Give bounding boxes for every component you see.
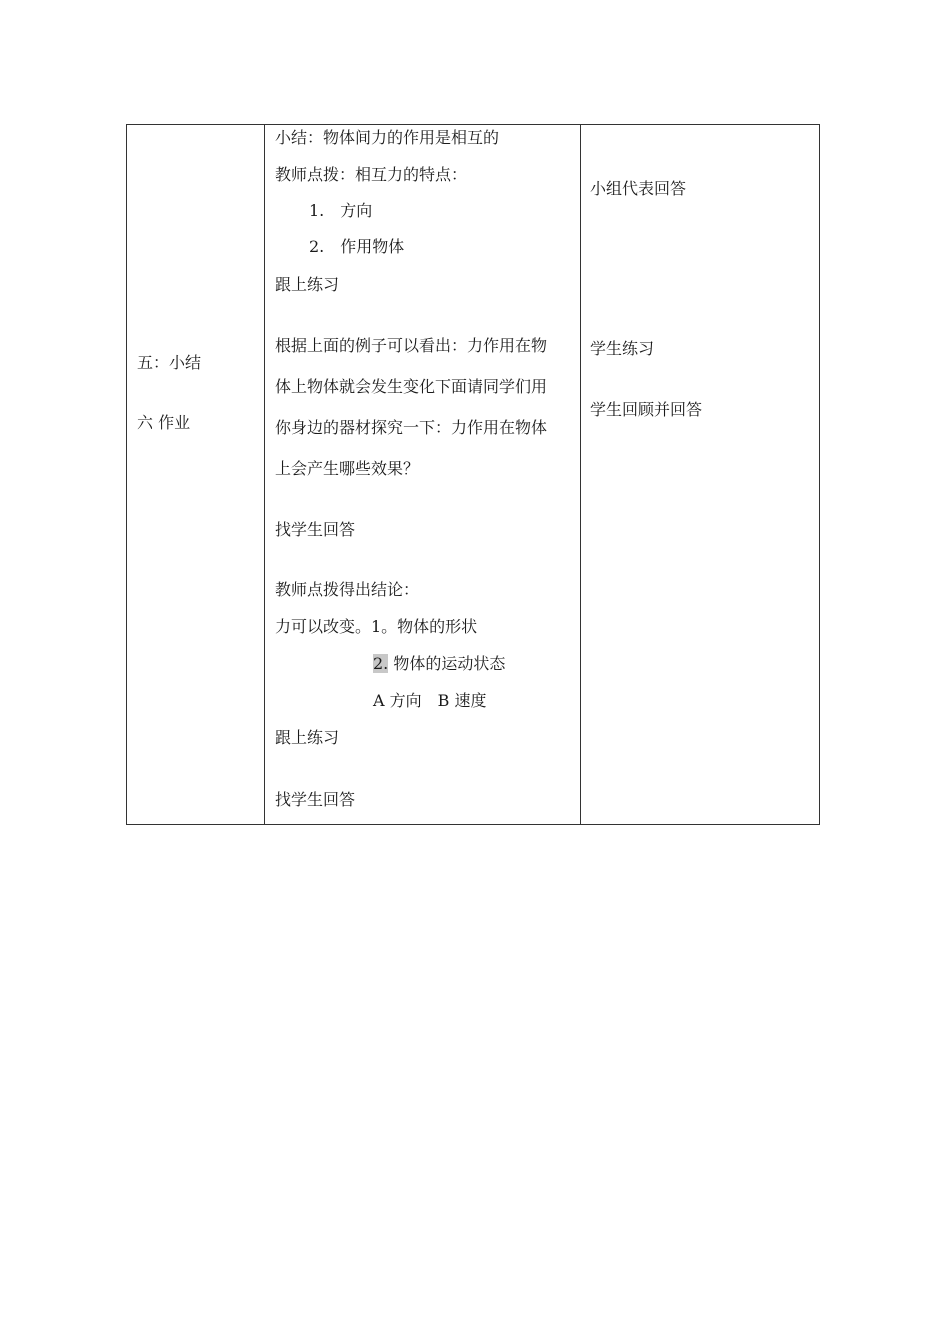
paragraph-line-4: 上会产生哪些效果？ xyxy=(275,459,420,478)
conclusion-title: 教师点拨得出结论： xyxy=(275,580,420,599)
feature-item-1: 1. 方向 xyxy=(309,201,373,220)
conclusion-line-2-text: 物体的运动状态 xyxy=(393,654,506,673)
paragraph-line-1: 根据上面的例子可以看出：力作用在物 xyxy=(275,336,548,355)
summary-line: 小结：物体间力的作用是相互的 xyxy=(275,128,500,147)
conclusion-ab: A 方向 B 速度 xyxy=(373,691,487,710)
group-answer: 小组代表回答 xyxy=(590,179,687,198)
student-review: 学生回顾并回答 xyxy=(590,400,703,419)
ask-student-2: 找学生回答 xyxy=(275,790,356,809)
feature-item-2: 2. 作用物体 xyxy=(309,237,405,256)
section-summary: 五：小结 xyxy=(137,353,202,372)
ask-student-1: 找学生回答 xyxy=(275,520,356,539)
conclusion-line-2 xyxy=(373,654,505,674)
conclusion-number-highlight: 2. xyxy=(373,654,389,673)
practice-label-2: 跟上练习 xyxy=(275,728,340,747)
column-divider-2 xyxy=(580,125,581,824)
student-practice: 学生练习 xyxy=(590,339,655,358)
practice-label-1: 跟上练习 xyxy=(275,275,340,294)
teacher-hint: 教师点拨：相互力的特点： xyxy=(275,165,468,184)
column-divider-1 xyxy=(264,125,265,824)
section-homework: 六 作业 xyxy=(137,413,191,432)
paragraph-line-2: 体上物体就会发生变化下面请同学们用 xyxy=(275,377,548,396)
conclusion-line-1: 力可以改变。1。物体的形状 xyxy=(275,617,478,636)
paragraph-line-3: 你身边的器材探究一下：力作用在物体 xyxy=(275,418,548,437)
lesson-table xyxy=(126,124,820,825)
